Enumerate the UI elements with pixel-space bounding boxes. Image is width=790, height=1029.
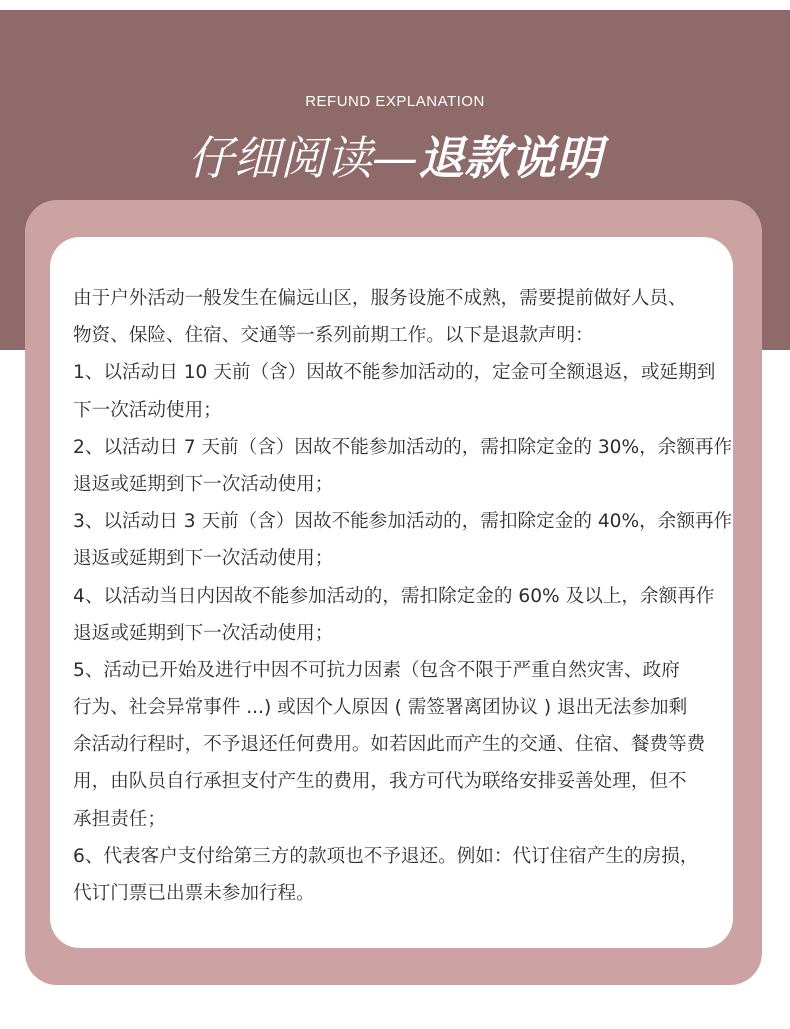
page-subtitle: REFUND EXPLANATION — [305, 93, 485, 110]
refund-clause-5 — [73, 652, 717, 838]
text-line: 3、以活动日 3 天前（含）因故不能参加活动的，需扣除定金的 40%，余额再作 — [73, 511, 733, 533]
refund-clause-4 — [73, 578, 717, 652]
text-line: 1、以活动日 10 天前（含）因故不能参加活动的，定金可全额退返，或延期到 — [73, 362, 716, 384]
text-line: 物资、保险、住宿、交通等一系列前期工作。以下是退款声明： — [73, 325, 594, 347]
text-line: 5、活动已开始及进行中因不可抗力因素（包含不限于严重自然灾害、政府 — [73, 659, 680, 681]
page-title-light: 仔细阅读— — [188, 131, 418, 185]
page-title-bold: 退款说明 — [418, 131, 602, 185]
refund-clause-6 — [73, 838, 717, 912]
outer-card — [25, 200, 762, 985]
text-line: 代订门票已出票未参加行程。 — [73, 883, 315, 904]
intro-paragraph — [73, 280, 717, 354]
text-line: 退返或延期到下一次活动使用； — [73, 548, 334, 570]
content-card — [50, 237, 733, 948]
text-line: 6、代表客户支付给第三方的款项也不予退还。例如：代订住宿产生的房损， — [73, 845, 699, 867]
text-line: 2、以活动日 7 天前（含）因故不能参加活动的，需扣除定金的 30%，余额再作 — [73, 436, 733, 458]
text-line: 用，由队员自行承担支付产生的费用，我方可代为联络安排妥善处理，但不 — [73, 771, 687, 793]
page-title — [0, 128, 790, 188]
text-line: 承担责任； — [73, 808, 166, 830]
text-line: 下一次活动使用； — [73, 399, 222, 421]
text-line: 4、以活动当日内因故不能参加活动的，需扣除定金的 60% 及以上，余额再作 — [73, 585, 715, 607]
refund-clause-3 — [73, 503, 733, 577]
text-line: 退返或延期到下一次活动使用； — [73, 622, 334, 644]
refund-clause-1 — [73, 354, 717, 428]
text-line: 由于户外活动一般发生在偏远山区，服务设施不成熟，需要提前做好人员、 — [73, 288, 687, 309]
text-line: 退返或延期到下一次活动使用； — [73, 473, 334, 495]
text-line: 余活动行程时，不予退还任何费用。如若因此而产生的交通、住宿、餐费等费 — [73, 734, 706, 756]
text-line: 行为、社会异常事件 ...) 或因个人原因 ( 需签署离团协议 ) 退出无法参加剩 — [73, 697, 688, 719]
refund-clause-2 — [73, 429, 733, 503]
